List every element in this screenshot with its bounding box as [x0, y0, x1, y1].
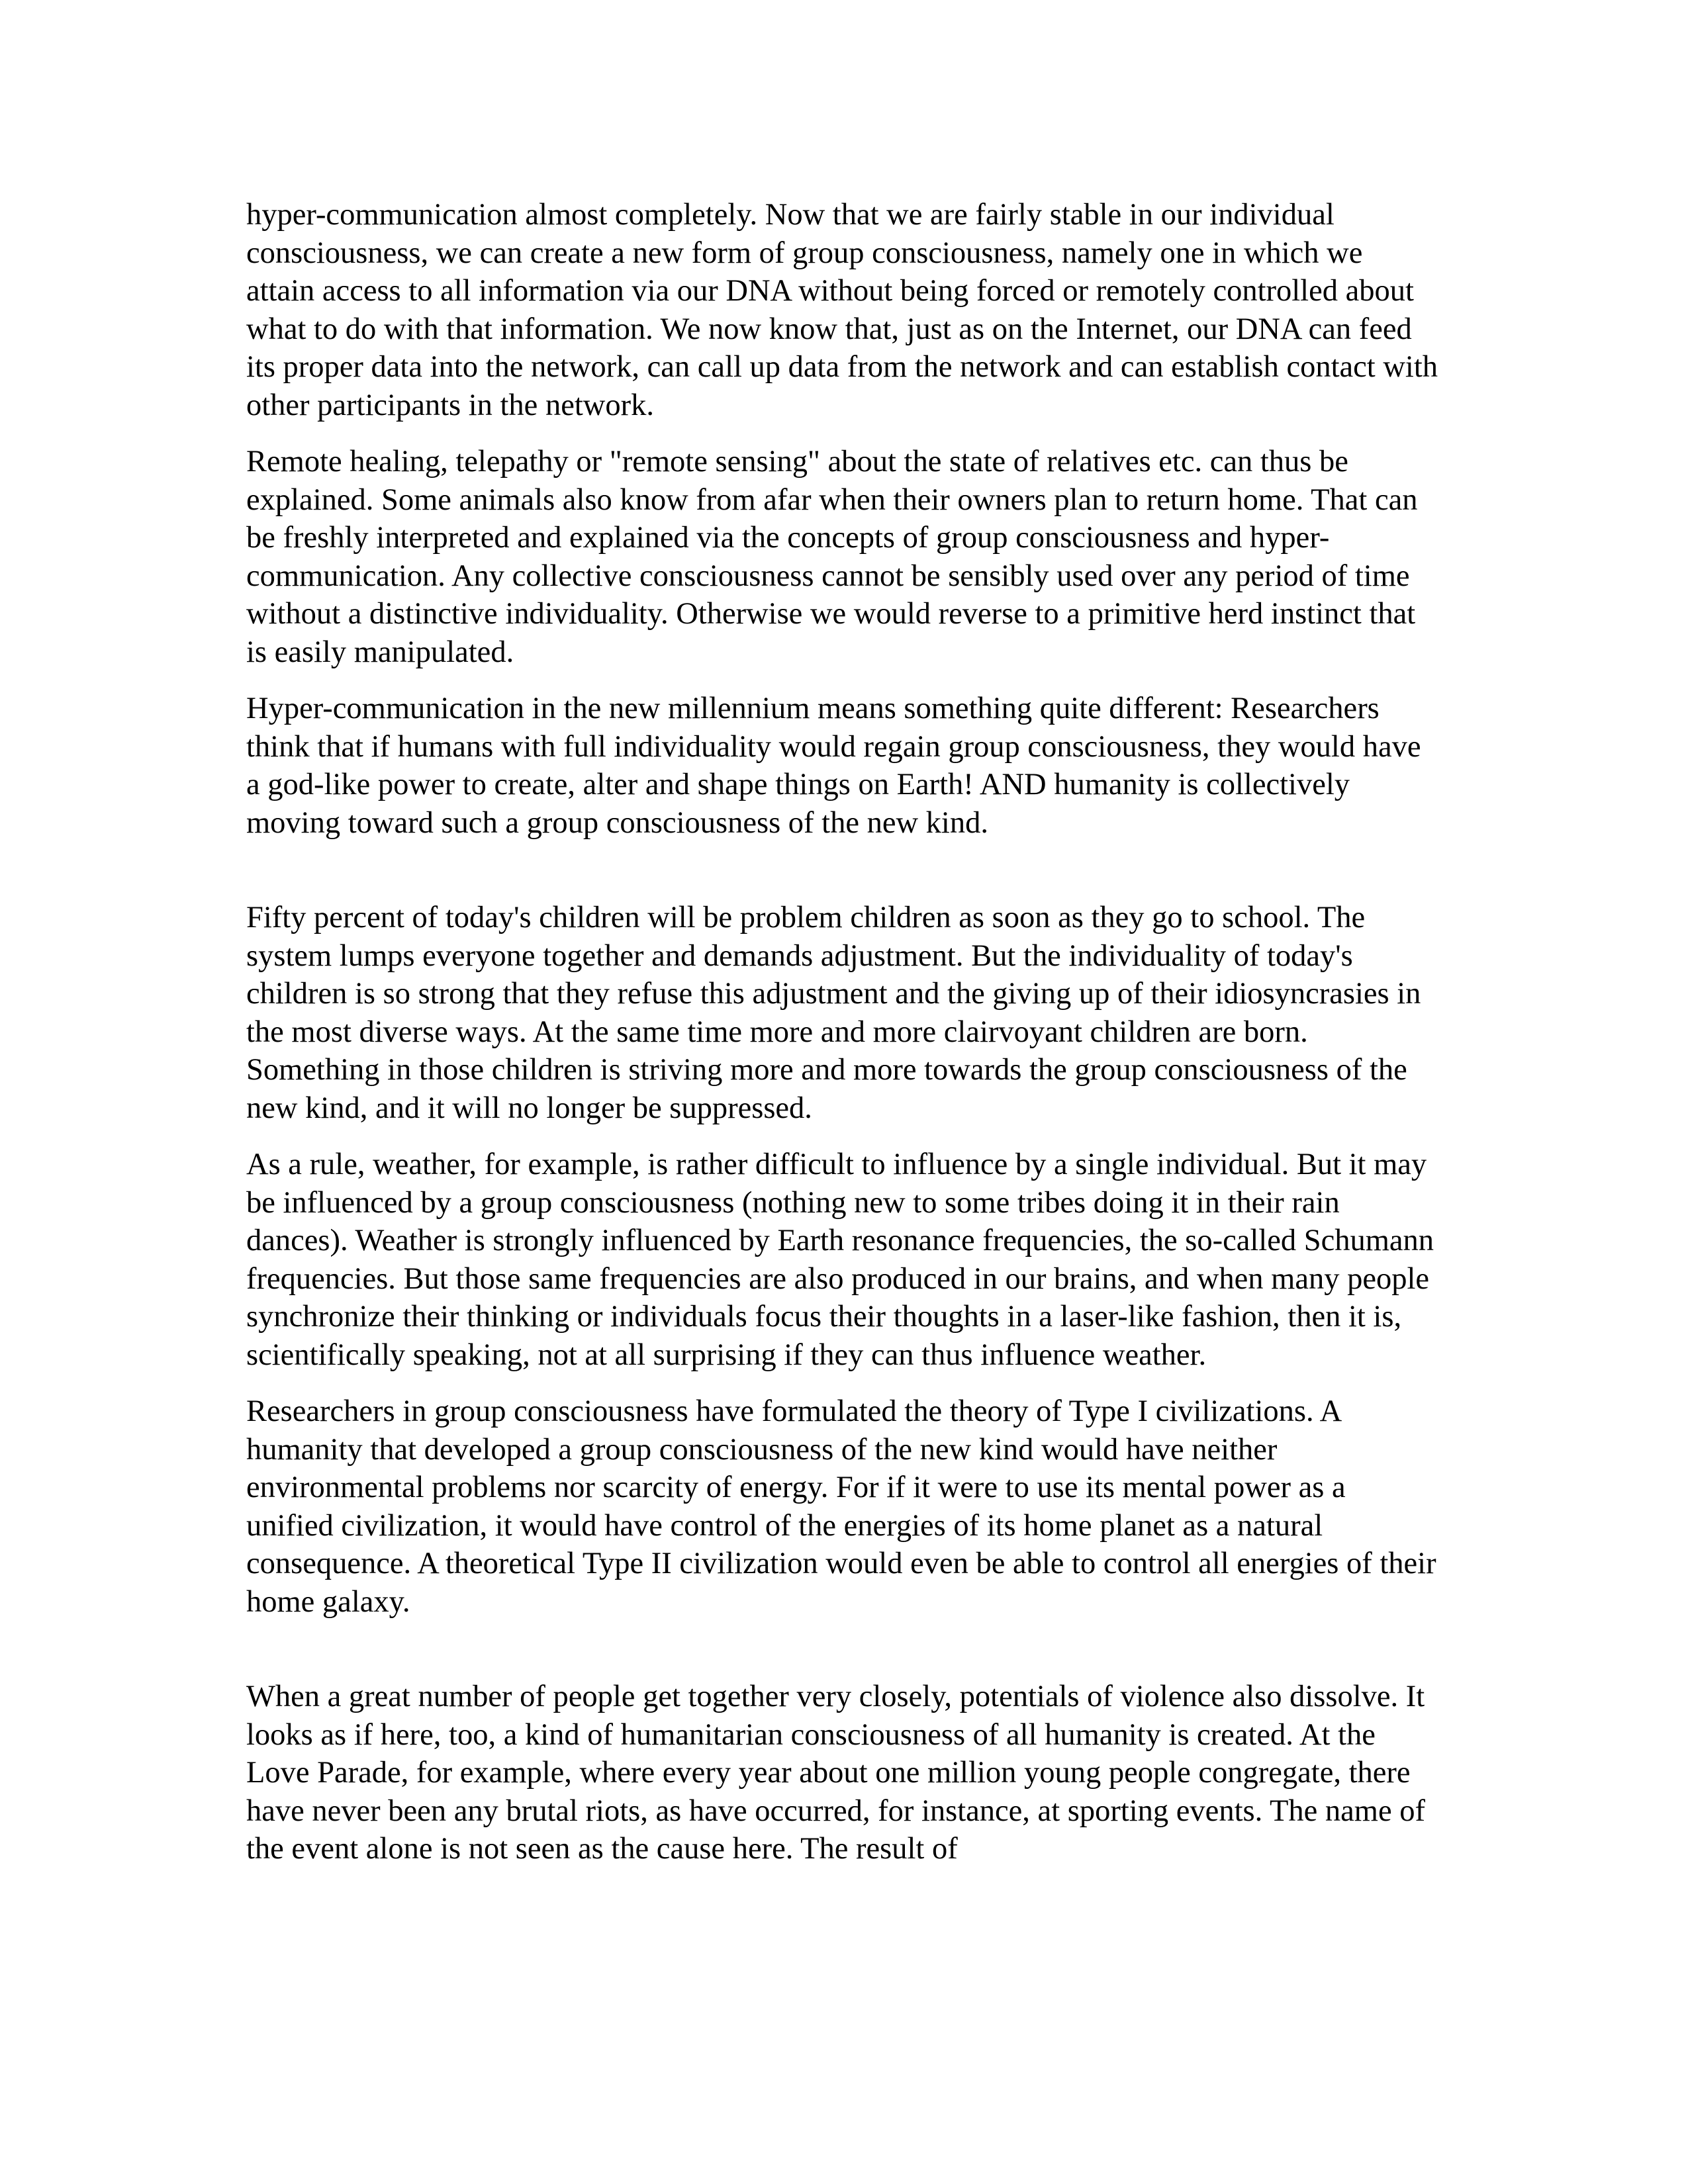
paragraph-2: Remote healing, telepathy or "remote sensing" about the state of relatives etc. can thus be explained. Some animals also know from afar when their owners plan to return home. That can be freshly interpreted and explained via the concepts of group consciousness and hyper-communication. Any collective consciousness cannot be sensibly used over any period of time without a distinctive individuality. Otherwise we would reverse to a primitive herd instinct that is easily manipulated.	[246, 445, 1418, 669]
paragraph-6: Researchers in group consciousness have formulated the theory of Type I civilizations. A humanity that developed a group consciousness of the new kind would have neither environmental problems nor scarcity of energy. For if it were to use its mental power as a unified civilization, it would have control of the energies of its home planet as a natural consequence. A theoretical Type II civilization would even be able to control all energies of their home galaxy.	[246, 1394, 1436, 1619]
document-body	[246, 196, 1438, 1887]
paragraph-4: Fifty percent of today's children will be problem children as soon as they go to school. The system lumps everyone together and demands adjustment. But the individuality of today's children is so strong that they refuse this adjustment and the giving up of their idiosyncrasies in the most diverse ways. At the same time more and more clairvoyant children are born. Something in those children is striving more and more towards the group consciousness of the new kind, and it will no longer be suppressed.	[246, 901, 1421, 1125]
paragraph-3: Hyper-communication in the new millennium means something quite different: Researchers think that if humans with full individuality would regain group consciousness, they would have a god-like power to create, alter and shape things on Earth! AND humanity is collectively moving toward such a group consciousness of the new kind.	[246, 692, 1421, 840]
paragraph-7: When a great number of people get together very closely, potentials of violence also dissolve. It looks as if here, too, a kind of humanitarian consciousness of all humanity is created. At the Love Parade, for example, where every year about one million young people congregate, there have never been any brutal riots, as have occurred, for instance, at sporting events. The name of the event alone is not seen as the cause here. The result of	[246, 1680, 1425, 1866]
paragraph-5: As a rule, weather, for example, is rather difficult to influence by a single individual. But it may be influenced by a group consciousness (nothing new to some tribes doing it in their rain dances). Weather is strongly influenced by Earth resonance frequencies, the so-called Schumann frequencies. But those same frequencies are also produced in our brains, and when many people synchronize their thinking or individuals focus their thoughts in a laser-like fashion, then it is, scientifically speaking, not at all surprising if they can thus influence weather.	[246, 1148, 1434, 1372]
paragraph-1: hyper-communication almost completely. Now that we are fairly stable in our individual consciousness, we can create a new form of group consciousness, namely one in which we attain access to all information via our DNA without being forced or remotely controlled about what to do with that information. We now know that, just as on the Internet, our DNA can feed its proper data into the network, can call up data from the network and can establish contact with other participants in the network.	[246, 198, 1438, 422]
